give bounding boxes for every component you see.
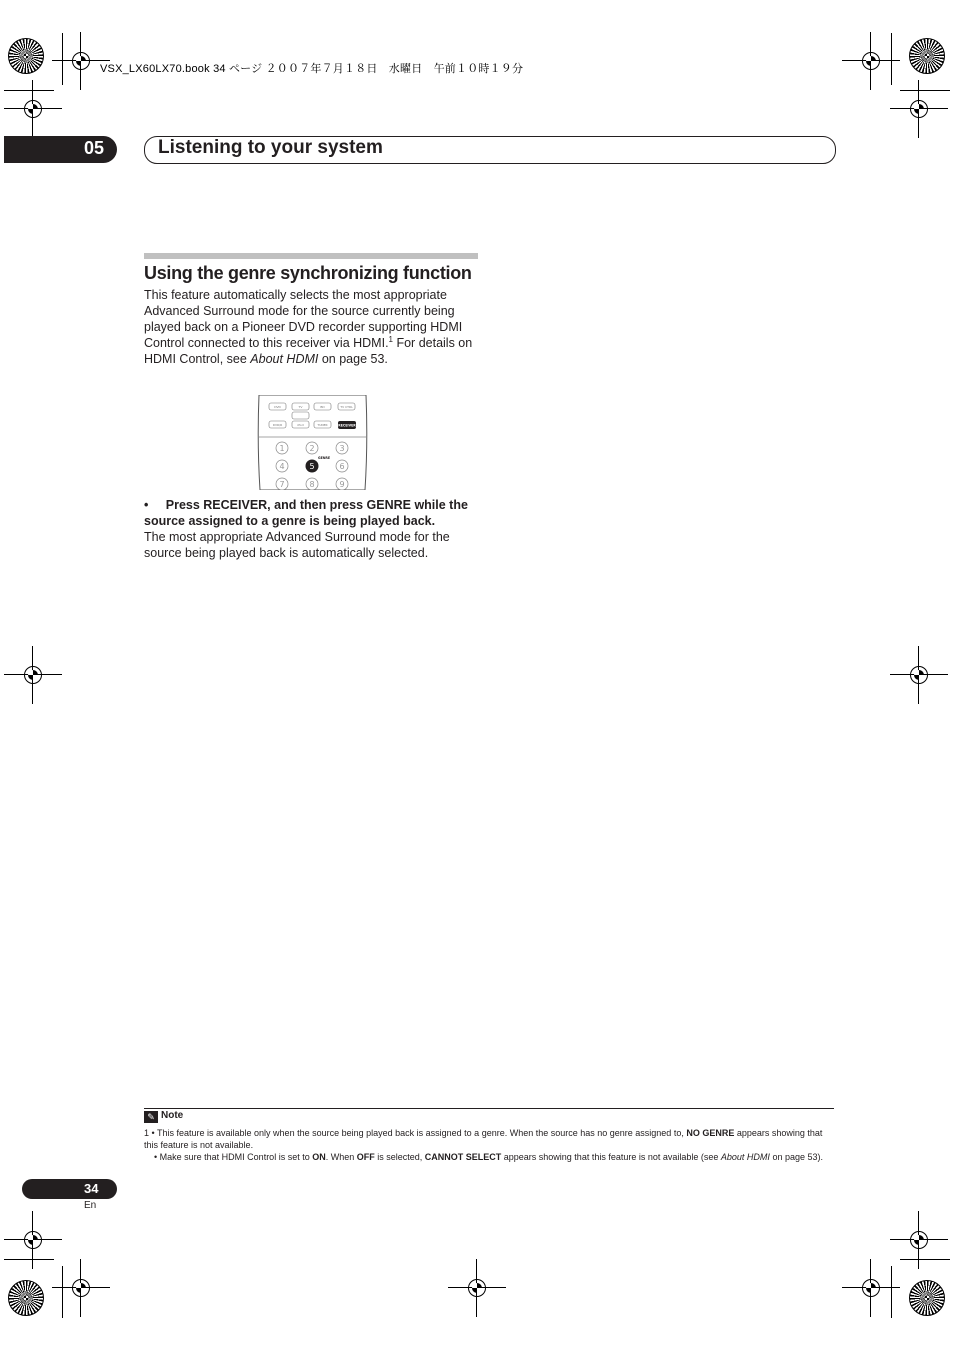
note-rule — [144, 1108, 834, 1109]
footnote-text: on page 53). — [769, 1152, 823, 1162]
remote-number-9: 9 — [339, 480, 345, 489]
chapter-number: 05 — [84, 138, 105, 158]
footnote-emphasis: CANNOT SELECT — [424, 1152, 502, 1162]
result-paragraph: The most appropriate Advanced Surround mode for the source being played back is automatically selected. — [144, 530, 450, 560]
remote-label-genre: GENRE — [317, 456, 331, 460]
registration-crosshair-icon — [906, 96, 932, 122]
registration-starburst-icon — [8, 38, 44, 74]
registration-starburst-icon — [8, 1280, 44, 1316]
footnote-text: appears showing that this feature is not available (see — [501, 1152, 721, 1162]
footnote-ref: 1 — [388, 335, 393, 344]
remote-label-tvctrl: TV CTRL — [340, 405, 353, 409]
remote-label-dvr: DVR/R — [272, 423, 283, 427]
remote-number-1: 1 — [279, 444, 285, 453]
intro-paragraph — [144, 287, 484, 367]
remote-label-receiver: RECEIVER — [338, 423, 356, 428]
remote-label-tuner: TUNER — [317, 423, 328, 427]
footnote-text: . When — [325, 1152, 357, 1162]
remote-label-dvd: DVD — [274, 405, 281, 409]
footnote-text: 1 • This feature is available only when the source being played back is assigned to a genre. When the source has no genre assigned to, — [144, 1128, 687, 1138]
registration-crosshair-icon — [906, 662, 932, 688]
crop-line — [62, 1266, 63, 1318]
registration-crosshair-icon — [20, 662, 46, 688]
footnote-text: • Make sure that HDMI Control is set to — [144, 1152, 313, 1162]
instruction-text: Press RECEIVER, and then press GENRE while the source assigned to a genre is being played back. — [144, 498, 468, 528]
intro-text: on page 53. — [318, 352, 388, 366]
chapter-title: Listening to your system — [158, 137, 383, 158]
registration-crosshair-icon — [20, 96, 46, 122]
crop-line — [4, 90, 54, 91]
registration-crosshair-icon — [464, 1275, 490, 1301]
page-number-tab — [22, 1179, 117, 1199]
crop-line — [891, 33, 892, 85]
print-file-header: VSX_LX60LX70.book 34 ページ ２００７年７月１８日 水曜日 午前１０時１９分 — [100, 63, 524, 75]
remote-label-ipod: iPod — [297, 423, 304, 427]
registration-crosshair-icon — [858, 48, 884, 74]
crop-line — [62, 33, 63, 85]
remote-control-illustration — [256, 395, 369, 490]
remote-number-4: 4 — [279, 462, 285, 471]
crop-line — [891, 1266, 892, 1318]
footnote-emphasis: OFF — [356, 1152, 375, 1162]
registration-crosshair-icon — [906, 1227, 932, 1253]
remote-number-2: 2 — [309, 444, 315, 453]
footnote-emphasis: ON — [312, 1152, 326, 1162]
pencil-note-icon: ✎ — [144, 1111, 158, 1123]
cross-reference-link: About HDMI — [720, 1152, 770, 1162]
footnote-1 — [144, 1127, 836, 1151]
intro-text: This feature automatically selects the most appropriate Advanced Surround mode for the source currently being played back on a Pioneer DVD recorder supporting HDMI Control connected to this receiver via HDMI. — [144, 288, 463, 350]
remote-label-tv: TV — [298, 405, 303, 409]
intro-text: For details on HDMI Control, see — [144, 336, 473, 366]
instruction-bullet — [144, 497, 484, 529]
remote-label-bd: BD — [320, 405, 325, 409]
section-title: Using the genre synchronizing function — [144, 263, 472, 283]
remote-number-6: 6 — [339, 462, 345, 471]
crop-line — [4, 1259, 54, 1260]
footnote-emphasis: NO GENRE — [686, 1128, 735, 1138]
remote-number-5: 5 — [309, 462, 315, 471]
section-rule — [144, 253, 478, 259]
footnote-text: appears showing that this feature is not available. — [144, 1128, 823, 1150]
page-language: En — [84, 1200, 97, 1211]
remote-number-8: 8 — [309, 480, 315, 489]
registration-crosshair-icon — [858, 1275, 884, 1301]
registration-crosshair-icon — [68, 48, 94, 74]
crop-line — [900, 90, 950, 91]
registration-crosshair-icon — [68, 1275, 94, 1301]
footnote-2 — [144, 1151, 836, 1163]
cross-reference-link: About HDMI — [250, 352, 319, 366]
registration-starburst-icon — [909, 38, 945, 74]
note-label: Note — [161, 1110, 184, 1121]
footnote-text: is selected, — [374, 1152, 425, 1162]
registration-crosshair-icon — [20, 1227, 46, 1253]
page-number: 34 — [84, 1181, 99, 1196]
bullet-icon: • — [144, 498, 166, 512]
registration-starburst-icon — [909, 1280, 945, 1316]
crop-line — [900, 1259, 950, 1260]
remote-number-3: 3 — [339, 444, 345, 453]
remote-number-7: 7 — [279, 480, 285, 489]
